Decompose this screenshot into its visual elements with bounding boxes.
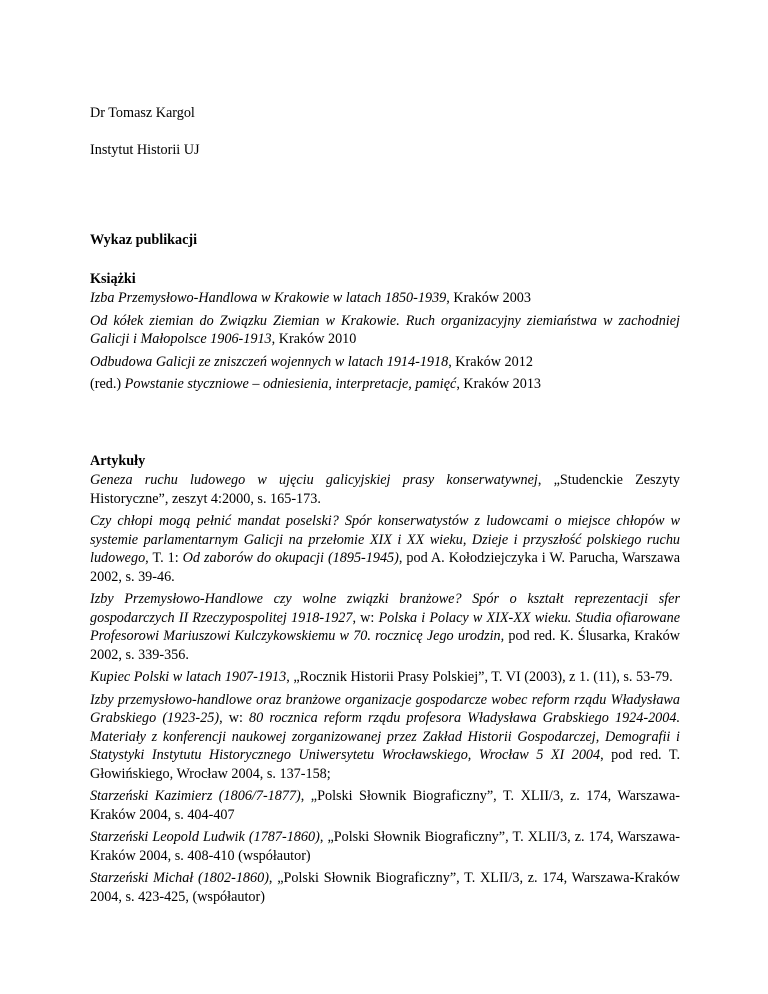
article-detail-run: , pod red. T. Głowińskiego, Wrocław 2004, s. 137-158; <box>90 747 680 782</box>
article-detail-run: , pod A. Kołodziejczyka i W. Parucha, Warszawa 2002, s. 39-46. <box>90 550 680 585</box>
article-detail-run: , w: <box>352 609 379 626</box>
book-entry <box>90 353 680 372</box>
article-entry <box>90 590 680 664</box>
article-title-run: Geneza ruchu ludowego w ujęciu galicyjskiej prasy konserwatywnej <box>90 472 538 488</box>
books-heading: Książki <box>90 271 136 287</box>
book-details: , Kraków 2013 <box>456 376 542 392</box>
article-detail-run: , T. 1: <box>145 550 183 566</box>
article-entry <box>90 787 680 824</box>
book-details: , Kraków 2010 <box>271 331 357 347</box>
article-title-run: Polska i Polacy w XIX-XX wieku. Studia ofiarowane Profesorowi Mariuszowi Kulczykowskiemu w 70. rocznicę Jego urodzin, <box>90 609 680 644</box>
article-detail-run: , <box>462 531 472 548</box>
article-title-run: Dzieje i przyszłość polskiego ruchu ludowego <box>90 531 681 566</box>
article-entry <box>90 828 680 865</box>
article-title-run: Starzeński Michał (1802-1860) <box>90 870 269 886</box>
books-list <box>90 289 680 398</box>
article-detail-run: , „Studenckie Zeszyty Historyczne”, zeszyt 4:2000, s. 165-173. <box>90 472 681 507</box>
book-prefix: (red.) <box>90 376 125 392</box>
article-title-run: 80 rocznica reform rządu profesora Władysława Grabskiego 1924-2004. Materiały z konferencji naukowej zorganizowanej przez Zakład Historii Gospodarczej, Demografii i Statystyki Instytutu Historycznego Uniwersytetu Wrocławskiego, Wrocław 5 XI 2004 <box>90 710 681 763</box>
article-detail-run: , w: <box>219 710 250 726</box>
article-detail-run: pod red. K. Ślusarka, Kraków 2002, s. 339-356. <box>90 628 680 663</box>
article-title-run: Czy chłopi mogą pełnić mandat poselski? Spór konserwatystów z ludowcami o miejsce chłopów w systemie parlamentarnym Galicji na przełomie XIX i XX wieku <box>90 513 680 548</box>
book-title: Odbudowa Galicji ze zniszczeń wojennych w latach 1914-1918 <box>90 353 449 370</box>
book-entry <box>90 312 680 349</box>
article-detail-run: , „Rocznik Historii Prasy Polskiej”, T. VI (2003), z 1. (11), s. 53-79. <box>286 669 673 685</box>
article-entry <box>90 512 680 586</box>
article-detail-run: , „Polski Słownik Biograficzny”, T. XLII/3, z. 174, Warszawa-Kraków 2004, s. 404-407 <box>90 788 680 823</box>
article-entry <box>90 668 680 687</box>
book-details: , Kraków 2012 <box>448 353 533 370</box>
book-title: Od kółek ziemian do Związku Ziemian w Krakowie. Ruch organizacyjny ziemiaństwa w zachodniej Galicji i Małopolsce 1906-1913 <box>90 312 680 347</box>
article-entry <box>90 471 680 508</box>
article-entry <box>90 691 680 784</box>
article-title-run: Od zaborów do okupacji (1895-1945) <box>182 550 399 566</box>
institution-name: Instytut Historii UJ <box>90 142 200 158</box>
article-title-run: Starzeński Leopold Ludwik (1787-1860) <box>90 829 320 845</box>
article-detail-run: , „Polski Słownik Biograficzny”, T. XLII/3, z. 174, Warszawa-Kraków 2004, s. 408-410 (współautor) <box>90 829 681 864</box>
articles-list <box>90 471 680 910</box>
article-detail-run: , „Polski Słownik Biograficzny”, T. XLII/3, z. 174, Warszawa-Kraków 2004, s. 423-425, (współautor) <box>90 870 681 905</box>
book-entry <box>90 375 680 394</box>
article-entry <box>90 869 680 906</box>
article-title-run: Izby Przemysłowo-Handlowe czy wolne związki branżowe? Spór o kształt reprezentacji sfer gospodarczych II Rzeczypospolitej 1918-1927 <box>90 591 680 626</box>
book-entry <box>90 289 680 308</box>
document-title: Wykaz publikacji <box>90 232 198 248</box>
article-title-run: Starzeński Kazimierz (1806/7-1877) <box>90 788 301 804</box>
book-title: Powstanie styczniowe – odniesienia, interpretacje, pamięć <box>124 376 457 392</box>
article-title-run: Izby przemysłowo-handlowe oraz branżowe organizacje gospodarcze wobec reform rządu Władysława Grabskiego (1923-25) <box>90 691 680 726</box>
book-title: Izba Przemysłowo-Handlowa w Krakowie w latach 1850-1939 <box>90 290 447 306</box>
articles-heading: Artykuły <box>90 453 146 469</box>
author-name: Dr Tomasz Kargol <box>90 105 195 121</box>
book-details: , Kraków 2003 <box>446 290 531 306</box>
article-title-run: Kupiec Polski w latach 1907-1913 <box>90 669 287 685</box>
